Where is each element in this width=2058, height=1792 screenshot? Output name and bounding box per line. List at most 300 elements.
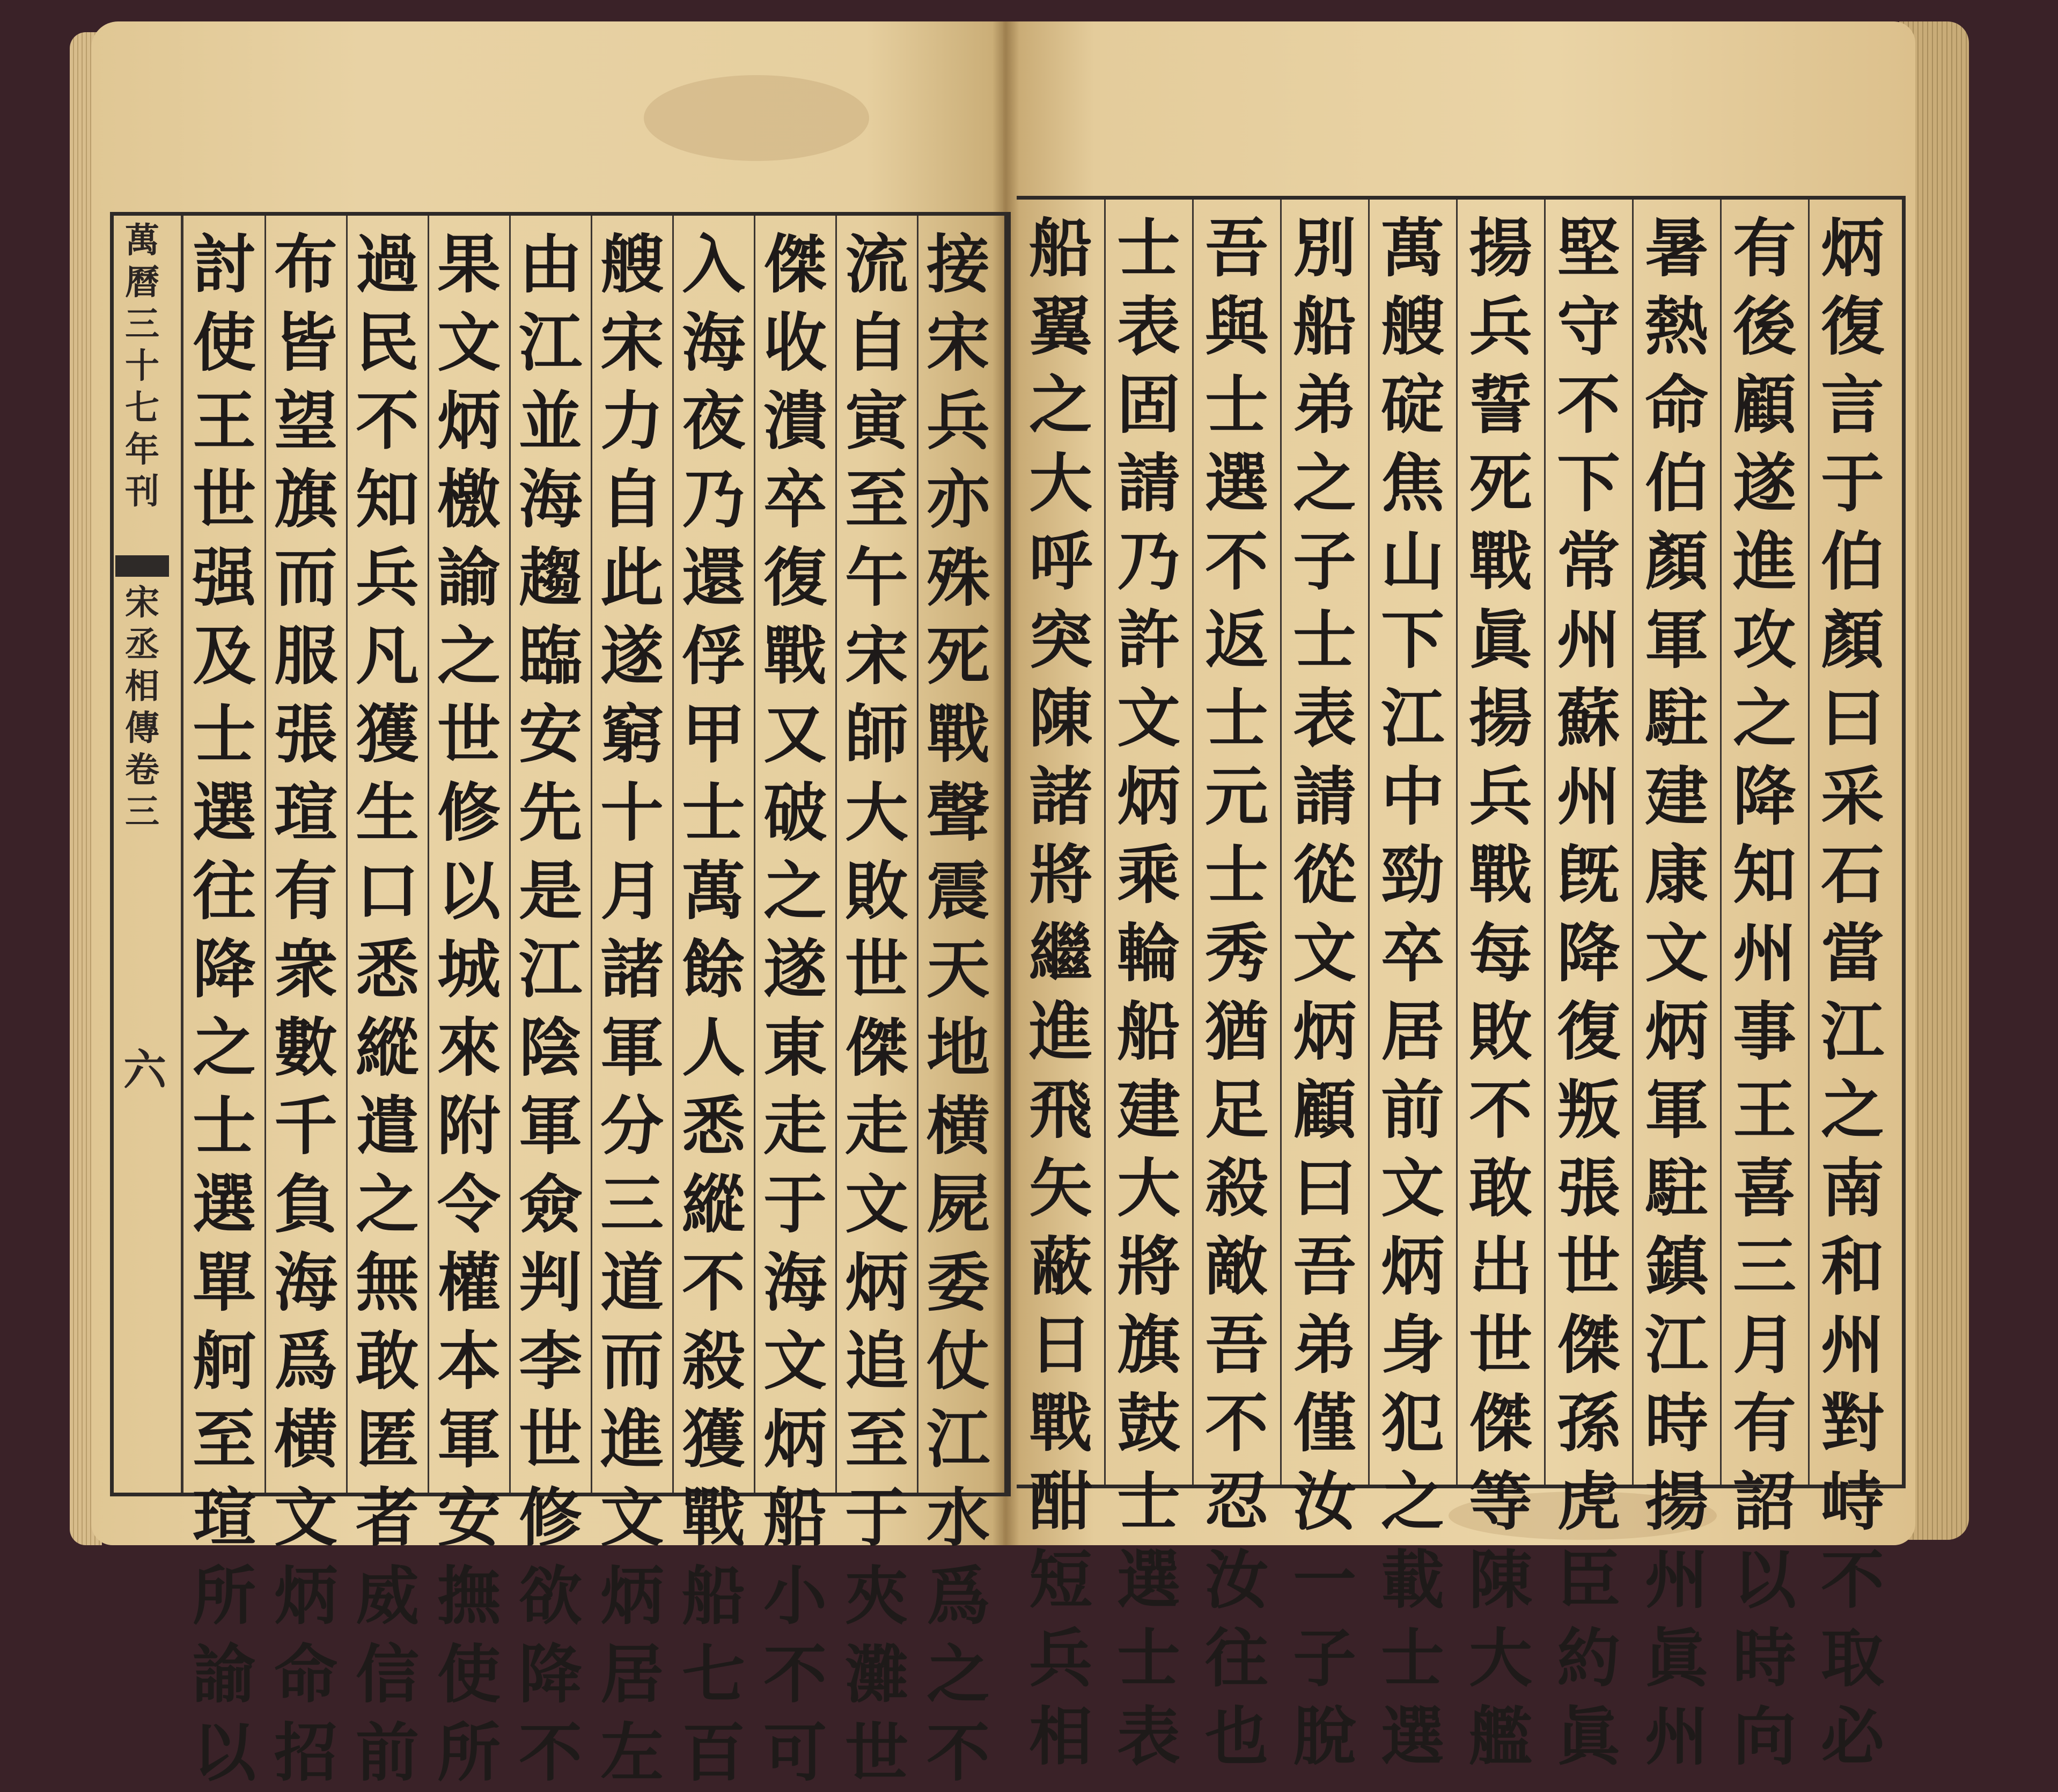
text-character: 戰 <box>1028 1386 1092 1460</box>
text-character: 犯 <box>1380 1386 1444 1460</box>
text-character: 前 <box>355 1715 419 1790</box>
text-character: 元 <box>1204 759 1268 834</box>
text-character: 震 <box>926 854 990 928</box>
text-character: 文 <box>844 1167 908 1242</box>
text-character: 孫 <box>1556 1386 1620 1460</box>
text-character: 軍 <box>518 1089 582 1163</box>
text-character: 戰 <box>1468 524 1532 599</box>
paper-stain <box>644 75 869 161</box>
text-character: 不 <box>1556 368 1620 442</box>
text-character: 皆 <box>274 305 337 380</box>
text-character: 猶 <box>1204 994 1268 1069</box>
text-character: 州 <box>1732 916 1796 990</box>
text-character: 傑 <box>1556 1308 1620 1382</box>
text-character: 南 <box>1820 1151 1884 1225</box>
text-character: 匿 <box>355 1402 419 1477</box>
column-rule <box>1104 200 1106 1485</box>
text-character: 陰 <box>518 1010 582 1085</box>
text-character: 兵 <box>355 540 419 615</box>
text-character: 招 <box>274 1715 337 1790</box>
text-character: 叛 <box>1556 1073 1620 1147</box>
text-character: 前 <box>1380 1073 1444 1147</box>
margin-char: 傳 <box>125 708 159 748</box>
text-character: 炳 <box>1820 211 1884 285</box>
text-character: 揚 <box>1468 681 1532 755</box>
left-page-text-column <box>183 216 265 1790</box>
text-character: 身 <box>1380 1308 1444 1382</box>
text-character: 之 <box>1380 1464 1444 1539</box>
text-character: 諸 <box>600 932 664 1007</box>
left-page-text-column <box>754 216 836 1790</box>
text-character: 至 <box>844 462 908 537</box>
right-page-text-column <box>1809 200 1897 1774</box>
text-character: 使 <box>437 1637 501 1712</box>
text-character: 王 <box>1732 1073 1796 1147</box>
text-character: 不 <box>763 1637 827 1712</box>
text-character: 將 <box>1028 838 1092 912</box>
text-character: 對 <box>1820 1386 1884 1460</box>
text-character: 詔 <box>1732 1464 1796 1539</box>
text-character: 相 <box>1028 1699 1092 1774</box>
text-character: 之 <box>1028 368 1092 442</box>
text-character: 吾 <box>1204 211 1268 285</box>
text-character: 不 <box>1204 524 1268 599</box>
left-page-text-column <box>265 216 347 1790</box>
text-character: 所 <box>437 1715 501 1790</box>
text-character: 顧 <box>1292 1073 1356 1147</box>
text-character: 至 <box>844 1402 908 1477</box>
text-character: 取 <box>1820 1621 1884 1695</box>
text-character: 吾 <box>1204 1308 1268 1382</box>
text-character: 强 <box>192 540 256 615</box>
text-character: 載 <box>1380 1543 1444 1617</box>
text-character: 山 <box>1380 524 1444 599</box>
text-character: 瑄 <box>274 775 337 850</box>
margin-section-label <box>113 582 172 833</box>
text-character: 士 <box>1380 1621 1444 1695</box>
text-character: 建 <box>1644 759 1708 834</box>
text-character: 之 <box>926 1637 990 1712</box>
text-character: 遂 <box>600 619 664 693</box>
text-character: 以 <box>192 1715 256 1790</box>
text-character: 宋 <box>600 305 664 380</box>
text-character: 文 <box>274 1480 337 1555</box>
text-character: 文 <box>1116 681 1180 755</box>
text-character: 士 <box>192 1089 256 1163</box>
text-character: 知 <box>1732 838 1796 912</box>
text-character: 文 <box>437 305 501 380</box>
text-character: 破 <box>763 775 827 850</box>
text-character: 暑 <box>1644 211 1708 285</box>
text-character: 降 <box>1556 916 1620 990</box>
text-character: 討 <box>192 227 256 302</box>
text-character: 蘇 <box>1556 681 1620 755</box>
text-character: 悉 <box>681 1089 745 1163</box>
text-character: 旗 <box>1116 1308 1180 1382</box>
text-character: 檄 <box>437 462 501 537</box>
text-character: 忍 <box>1204 1464 1268 1539</box>
text-character: 權 <box>437 1245 501 1320</box>
text-character: 蔽 <box>1028 1229 1092 1304</box>
text-character: 安 <box>518 697 582 772</box>
right-page-text-column <box>1193 200 1281 1774</box>
text-character: 有 <box>1732 1386 1796 1460</box>
margin-char: 刊 <box>125 472 159 512</box>
text-character: 午 <box>844 540 908 615</box>
text-character: 可 <box>763 1715 827 1790</box>
text-character: 顏 <box>1644 524 1708 599</box>
text-character: 爲 <box>926 1559 990 1633</box>
text-character: 與 <box>1204 289 1268 364</box>
text-character: 獲 <box>681 1402 745 1477</box>
text-character: 海 <box>681 305 745 380</box>
text-character: 子 <box>1292 1621 1356 1695</box>
text-character: 兵 <box>1028 1621 1092 1695</box>
text-character: 炳 <box>1644 994 1708 1069</box>
left-page-text-column <box>836 216 917 1790</box>
text-character: 輪 <box>1116 916 1180 990</box>
text-character: 負 <box>274 1167 337 1242</box>
text-character: 天 <box>926 932 990 1007</box>
column-rule <box>1544 200 1546 1485</box>
text-character: 堅 <box>1556 211 1620 285</box>
text-character: 炳 <box>1116 759 1180 834</box>
text-character: 時 <box>1732 1621 1796 1695</box>
text-character: 敗 <box>1468 994 1532 1069</box>
text-character: 眞 <box>1644 1621 1708 1695</box>
text-character: 乃 <box>1116 524 1180 599</box>
text-character: 知 <box>355 462 419 537</box>
text-character: 短 <box>1028 1543 1092 1617</box>
text-character: 大 <box>1028 446 1092 520</box>
text-character: 大 <box>1116 1151 1180 1225</box>
text-character: 州 <box>1820 1308 1884 1382</box>
text-character: 弟 <box>1292 368 1356 442</box>
text-character: 生 <box>355 775 419 850</box>
text-character: 殊 <box>926 540 990 615</box>
text-character: 走 <box>844 1089 908 1163</box>
text-character: 表 <box>1116 289 1180 364</box>
text-character: 趨 <box>518 540 582 615</box>
text-character: 之 <box>355 1167 419 1242</box>
text-character: 汝 <box>1292 1464 1356 1539</box>
text-character: 康 <box>1644 838 1708 912</box>
text-character: 士 <box>1204 838 1268 912</box>
text-character: 臨 <box>518 619 582 693</box>
text-character: 屍 <box>926 1167 990 1242</box>
text-character: 判 <box>518 1245 582 1320</box>
text-character: 三 <box>600 1167 664 1242</box>
text-character: 修 <box>437 775 501 850</box>
text-character: 由 <box>518 227 582 302</box>
column-rule <box>1280 200 1282 1485</box>
text-character: 甲 <box>681 697 745 772</box>
text-character: 選 <box>1116 1543 1180 1617</box>
text-character: 月 <box>1732 1308 1796 1382</box>
text-character: 伯 <box>1644 446 1708 520</box>
text-character: 炳 <box>600 1559 664 1633</box>
text-character: 州 <box>1556 603 1620 677</box>
text-character: 曰 <box>1820 681 1884 755</box>
text-character: 不 <box>1468 1073 1532 1147</box>
text-character: 仗 <box>926 1324 990 1398</box>
text-character: 不 <box>355 384 419 458</box>
column-rule <box>754 216 755 1493</box>
text-character: 旗 <box>274 462 337 537</box>
text-character: 口 <box>355 854 419 928</box>
text-character: 返 <box>1204 603 1268 677</box>
text-character: 出 <box>1468 1229 1532 1304</box>
text-character: 別 <box>1292 211 1356 285</box>
text-character: 駐 <box>1644 1151 1708 1225</box>
text-character: 灘 <box>844 1637 908 1712</box>
text-character: 諭 <box>192 1637 256 1712</box>
left-text-frame <box>110 212 1011 1790</box>
text-character: 張 <box>1556 1151 1620 1225</box>
text-character: 揚 <box>1468 211 1532 285</box>
text-character: 修 <box>518 1480 582 1555</box>
text-character: 流 <box>844 227 908 302</box>
text-character: 伯 <box>1820 524 1884 599</box>
text-character: 瑄 <box>192 1480 256 1555</box>
text-character: 不 <box>518 1715 582 1790</box>
text-character: 于 <box>844 1480 908 1555</box>
text-character: 下 <box>1556 446 1620 520</box>
column-rule <box>509 216 511 1493</box>
text-character: 船 <box>1116 994 1180 1069</box>
text-character: 矢 <box>1028 1151 1092 1225</box>
text-character: 海 <box>518 462 582 537</box>
text-character: 萬 <box>681 854 745 928</box>
right-page-text-column <box>1369 200 1457 1774</box>
text-character: 縱 <box>355 1010 419 1085</box>
text-character: 陳 <box>1468 1543 1532 1617</box>
text-character: 後 <box>1732 289 1796 364</box>
text-character: 水 <box>926 1480 990 1555</box>
text-character: 至 <box>192 1402 256 1477</box>
text-character: 道 <box>600 1245 664 1320</box>
margin-char: 相 <box>125 666 159 707</box>
text-character: 師 <box>844 697 908 772</box>
text-character: 悉 <box>355 932 419 1007</box>
text-character: 横 <box>926 1089 990 1163</box>
text-character: 而 <box>274 540 337 615</box>
text-character: 和 <box>1820 1229 1884 1304</box>
text-character: 降 <box>192 932 256 1007</box>
text-character: 分 <box>600 1089 664 1163</box>
text-character: 艘 <box>1380 289 1444 364</box>
text-character: 兵 <box>1468 759 1532 834</box>
text-character: 炳 <box>437 384 501 458</box>
text-character: 士 <box>1292 603 1356 677</box>
text-character: 萬 <box>1380 211 1444 285</box>
margin-char: 曆 <box>125 262 159 303</box>
text-character: 之 <box>437 619 501 693</box>
fishtail-mark <box>115 555 169 577</box>
text-character: 東 <box>763 1010 827 1085</box>
text-character: 使 <box>192 305 256 380</box>
text-character: 七 <box>681 1637 745 1712</box>
text-character: 入 <box>681 227 745 302</box>
column-rule <box>1192 200 1194 1485</box>
text-character: 大 <box>844 775 908 850</box>
text-character: 三 <box>1732 1229 1796 1304</box>
text-character: 一 <box>1292 1543 1356 1617</box>
text-character: 不 <box>681 1245 745 1320</box>
text-character: 城 <box>437 932 501 1007</box>
text-character: 寅 <box>844 384 908 458</box>
text-character: 軍 <box>1644 1073 1708 1147</box>
text-character: 之 <box>1292 446 1356 520</box>
text-character: 士 <box>1204 368 1268 442</box>
text-character: 炳 <box>1292 994 1356 1069</box>
text-character: 敵 <box>1204 1229 1268 1304</box>
left-page-text-column <box>591 216 673 1790</box>
right-page-text-column <box>1017 200 1105 1774</box>
text-character: 海 <box>763 1245 827 1320</box>
text-character: 王 <box>192 384 256 458</box>
text-character: 附 <box>437 1089 501 1163</box>
text-character: 文 <box>763 1324 827 1398</box>
column-rule <box>835 216 837 1493</box>
text-character: 居 <box>600 1637 664 1712</box>
text-character: 人 <box>681 1010 745 1085</box>
text-character: 于 <box>763 1167 827 1242</box>
margin-char: 三 <box>125 304 159 344</box>
text-character: 州 <box>1644 1699 1708 1774</box>
text-character: 遣 <box>355 1089 419 1163</box>
text-character: 復 <box>763 540 827 615</box>
text-character: 于 <box>1820 446 1884 520</box>
text-character: 之 <box>763 854 827 928</box>
text-character: 脫 <box>1292 1699 1356 1774</box>
text-character: 世 <box>437 697 501 772</box>
text-character: 陳 <box>1028 681 1092 755</box>
text-character: 也 <box>1204 1699 1268 1774</box>
text-character: 死 <box>1468 446 1532 520</box>
text-character: 是 <box>518 854 582 928</box>
text-character: 峙 <box>1820 1464 1884 1539</box>
text-character: 炳 <box>274 1559 337 1633</box>
text-character: 有 <box>274 854 337 928</box>
text-character: 李 <box>518 1324 582 1398</box>
text-character: 俘 <box>681 619 745 693</box>
text-character: 月 <box>600 854 664 928</box>
text-character: 卒 <box>1380 916 1444 990</box>
text-character: 下 <box>1380 603 1444 677</box>
column-rule <box>1720 200 1722 1485</box>
text-character: 不 <box>926 1715 990 1790</box>
text-character: 眞 <box>1468 603 1532 677</box>
left-page-text-column <box>917 216 999 1790</box>
text-character: 欲 <box>518 1559 582 1633</box>
text-character: 日 <box>1028 1308 1092 1382</box>
text-character: 不 <box>1204 1386 1268 1460</box>
text-character: 世 <box>518 1402 582 1477</box>
text-character: 吾 <box>1292 1229 1356 1304</box>
text-character: 言 <box>1820 368 1884 442</box>
text-character: 世 <box>844 932 908 1007</box>
text-character: 舸 <box>192 1324 256 1398</box>
text-character: 傑 <box>763 227 827 302</box>
text-character: 十 <box>600 775 664 850</box>
left-page-text-column <box>428 216 510 1790</box>
text-character: 本 <box>437 1324 501 1398</box>
text-character: 從 <box>1292 838 1356 912</box>
right-page-text-column <box>1281 200 1369 1774</box>
text-character: 而 <box>600 1324 664 1398</box>
text-character: 必 <box>1820 1699 1884 1774</box>
text-character: 守 <box>1556 289 1620 364</box>
text-character: 呼 <box>1028 524 1092 599</box>
text-character: 文 <box>600 1480 664 1555</box>
text-character: 駐 <box>1644 681 1708 755</box>
text-character: 卒 <box>763 462 827 537</box>
text-character: 建 <box>1116 1073 1180 1147</box>
text-character: 足 <box>1204 1073 1268 1147</box>
text-character: 當 <box>1820 916 1884 990</box>
text-character: 文 <box>1292 916 1356 990</box>
right-text-frame <box>1017 196 1906 1774</box>
text-character: 事 <box>1732 994 1796 1069</box>
text-character: 左 <box>600 1715 664 1790</box>
text-character: 凡 <box>355 619 419 693</box>
text-character: 秀 <box>1204 916 1268 990</box>
text-character: 江 <box>518 305 582 380</box>
text-character: 威 <box>355 1559 419 1633</box>
text-character: 張 <box>274 697 337 772</box>
text-character: 等 <box>1468 1464 1532 1539</box>
text-character: 之 <box>192 1010 256 1085</box>
text-character: 兵 <box>1468 289 1532 364</box>
text-character: 士 <box>1116 1621 1180 1695</box>
text-character: 眞 <box>1556 1699 1620 1774</box>
text-character: 大 <box>1468 1621 1532 1695</box>
column-rule <box>428 216 429 1493</box>
text-character: 令 <box>437 1167 501 1242</box>
text-character: 時 <box>1644 1386 1708 1460</box>
text-character: 士 <box>1204 681 1268 755</box>
column-rule <box>346 216 348 1493</box>
text-character: 翼 <box>1028 289 1092 364</box>
text-character: 選 <box>1380 1699 1444 1774</box>
text-character: 石 <box>1820 838 1884 912</box>
column-rule <box>591 216 592 1493</box>
text-character: 士 <box>1116 1464 1180 1539</box>
text-character: 以 <box>437 854 501 928</box>
text-character: 所 <box>192 1559 256 1633</box>
text-character: 横 <box>274 1402 337 1477</box>
text-character: 單 <box>192 1245 256 1320</box>
text-character: 船 <box>1028 211 1092 285</box>
text-character: 僉 <box>518 1167 582 1242</box>
text-character: 戰 <box>1468 838 1532 912</box>
right-page-text-column <box>1457 200 1545 1774</box>
text-character: 乃 <box>681 462 745 537</box>
text-character: 撫 <box>437 1559 501 1633</box>
margin-char: 萬 <box>125 221 159 261</box>
text-character: 遂 <box>1732 446 1796 520</box>
text-character: 獲 <box>355 697 419 772</box>
column-rule <box>264 216 266 1493</box>
text-character: 固 <box>1116 368 1180 442</box>
text-character: 選 <box>192 1167 256 1242</box>
text-character: 顧 <box>1732 368 1796 442</box>
text-character: 江 <box>1380 681 1444 755</box>
text-character: 者 <box>355 1480 419 1555</box>
text-character: 遂 <box>763 932 827 1007</box>
text-character: 兵 <box>926 384 990 458</box>
